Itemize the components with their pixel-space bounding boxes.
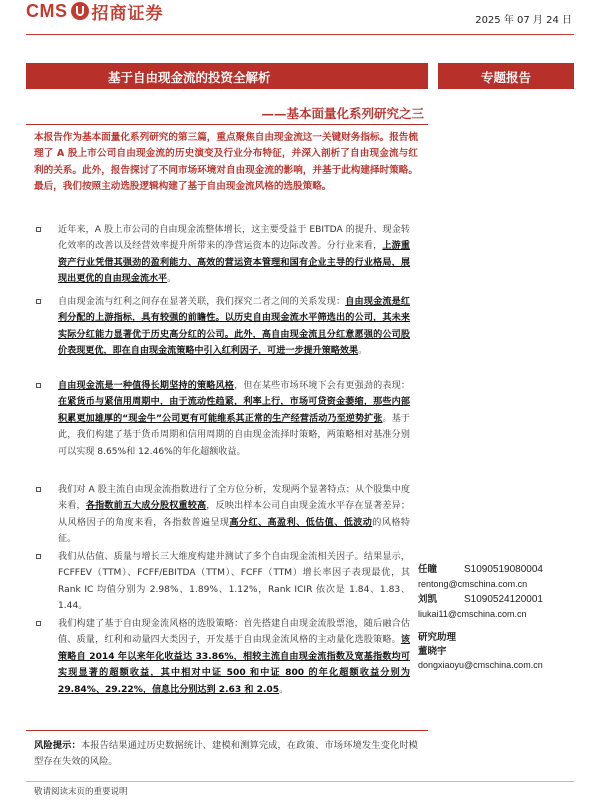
analyst-name: 刘凯 xyxy=(418,594,438,605)
bullet-text: 自由现金流与红利之间存在显著关联，我们探究二者之间的关系发现： xyxy=(58,297,346,307)
bullet-text: ，但在某些市场环境下会有更强劲的表现： xyxy=(234,381,410,391)
bullet-4 xyxy=(32,482,410,548)
analyst-email: liukai11@cmschina.com.cn xyxy=(418,609,527,619)
risk-warning xyxy=(34,738,418,770)
risk-divider xyxy=(26,730,428,731)
bullet-square-icon xyxy=(36,383,41,388)
bullet-text: 我们对 A 股主流自由现金流指数进行了全方位分析，发现两个显著特点：从个股集中度来看， xyxy=(58,485,410,512)
bullet-text: 。 xyxy=(358,346,368,357)
logo-cn: 招商证券 xyxy=(91,3,164,24)
analyst-1 xyxy=(418,561,543,589)
page-header xyxy=(0,0,600,40)
bullet-1 xyxy=(32,222,410,288)
logo-mark-icon xyxy=(71,2,89,20)
assistant-email: dongxiaoyu@cmschina.com.cn xyxy=(418,660,543,670)
bullet-square-icon xyxy=(36,487,41,492)
bullet-text: 近年来，A 股上市公司的自由现金流整体增长，这主要受益于 EBITDA 的提升、现金转化效率的改善以及经营效率提升所带来的净营运资本的边际改善。分行业来看， xyxy=(58,225,410,252)
analyst-name: 任瞳 xyxy=(418,564,438,575)
bullet-highlight: 自由现金流是一种值得长期坚持的策略风格 xyxy=(58,381,235,391)
bullet-highlight: 高分红、高盈利、低估值、低波动 xyxy=(229,517,373,528)
assistant-name: 董晓宇 xyxy=(418,646,447,657)
bullet-square-icon xyxy=(36,299,41,304)
bullet-square-icon xyxy=(36,227,41,232)
bullet-square-icon xyxy=(36,554,41,559)
bullet-text: 我们从估值、质量与增长三大维度构建并测试了多个自由现金流相关因子。结果显示，FCFFEV（TTM）、FCFF/EBITDA（TTM）、FCFF（TTM）增长率因子表现最优，其 Rank IC 均值分别为 2.98%、1.89%、1.12%，Rank ICIR 依次是 1.84、1.83、1.44。 xyxy=(58,552,410,612)
analyst-cert: S1090519080004 xyxy=(464,564,543,575)
bullet-2 xyxy=(32,294,410,360)
report-type: 专题报告 xyxy=(480,70,531,85)
logo-latin: CMS xyxy=(26,0,68,21)
bullet-square-icon xyxy=(36,621,41,626)
report-date: 2025 年 07 月 24 日 xyxy=(475,15,572,26)
bullet-highlight: 该策略自 2014 年以来年化收益达 33.86%，相较主流自由现金流指数及宽基指数均可实现显著的超额收益，其中相对中证 500 和中证 800 的年化超额收益分别为 29.84%、29.22%，信息比分别达到 2.63 和 2.05 xyxy=(58,635,410,695)
title-divider xyxy=(26,124,428,125)
company-logo xyxy=(26,0,164,22)
bullet-text: 我们构建了基于自由现金流风格的选股策略：首先搭建自由现金流股票池，随后融合估值、质量，红利和动量四大类因子，开发基于自由现金流风格的主动量化选股策略。 xyxy=(58,619,410,646)
analyst-email: rentong@cmschina.com.cn xyxy=(418,579,528,589)
bullet-highlight: 各指数前五大成分股权重较高 xyxy=(85,501,207,512)
analyst-cert: S1090524120001 xyxy=(464,594,543,605)
abstract: 本报告作为基本面量化系列研究的第三篇，重点聚焦自由现金流这一关键财务指标。报告梳理了 A 股上市公司自由现金流的历史演变及行业分布特征，并深入剖析了自由现金流与红利的关系。此外，报告探讨了不同市场环境对自由现金流的影响，并基于此构建择时策略。最后，我们按照主动选股逻辑构建了基于自由现金流风格的选股策略。 xyxy=(34,132,418,193)
risk-text: 本报告结果通过历史数据统计、建模和测算完成，在政策、市场环境发生变化时模型存在失效的风险。 xyxy=(34,740,418,768)
bullet-text: 的风格特征。 xyxy=(58,517,410,545)
bullet-highlight: 上游重资产行业凭借其强劲的盈利能力、高效的营运资本管理和国有企业主导的行业格局，展现出更优的自由现金流水平 xyxy=(58,241,410,285)
bullet-3 xyxy=(32,378,410,460)
bullet-5 xyxy=(32,549,410,615)
bullet-text: ，反映出样本公司自由现金流水平存在显著差异；从风格因子的角度来看，各指数普遍呈现 xyxy=(58,501,410,528)
bullet-highlight: 在紧货币与紧信用周期中，由于流动性趋紧，利率上行，市场可贷资金萎缩，那些内部积累更加雄厚的“现金牛”公司更有可能维系其正常的生产经营活动乃至逆势扩张 xyxy=(58,397,410,424)
analyst-2 xyxy=(418,591,543,619)
bullet-6 xyxy=(32,616,410,698)
footer-note: 敬请阅读末页的重要说明 xyxy=(34,787,128,797)
footer-divider xyxy=(26,781,574,782)
bullet-text: 。 xyxy=(167,274,177,285)
bullet-text: 。基于此，我们构建了基于货币周期和信用周期的自由现金流择时策略，两策略相对基准分别可以实现 8.65%和 12.46%的年化超额收益。 xyxy=(58,413,410,457)
report-subtitle: ——基本面量化系列研究之三 xyxy=(261,106,424,121)
bullet-highlight: 自由现金流是红利分配的上游指标，具有较强的前瞻性。以历史自由现金流水平筛选出的公司，其未来实际分红能力显著优于历史高分红的公司。此外，高自由现金流且分红意愿强的公司股价表现更优，即在自由现金流策略中引入红利因子，可进一步提升策略效果 xyxy=(58,297,410,357)
bullet-text: 。 xyxy=(279,684,289,695)
assistant-title: 研究助理 xyxy=(418,632,457,643)
header-divider xyxy=(26,34,574,35)
risk-label: 风险提示： xyxy=(34,740,81,751)
report-title: 基于自由现金流的投资全解析 xyxy=(108,70,271,85)
